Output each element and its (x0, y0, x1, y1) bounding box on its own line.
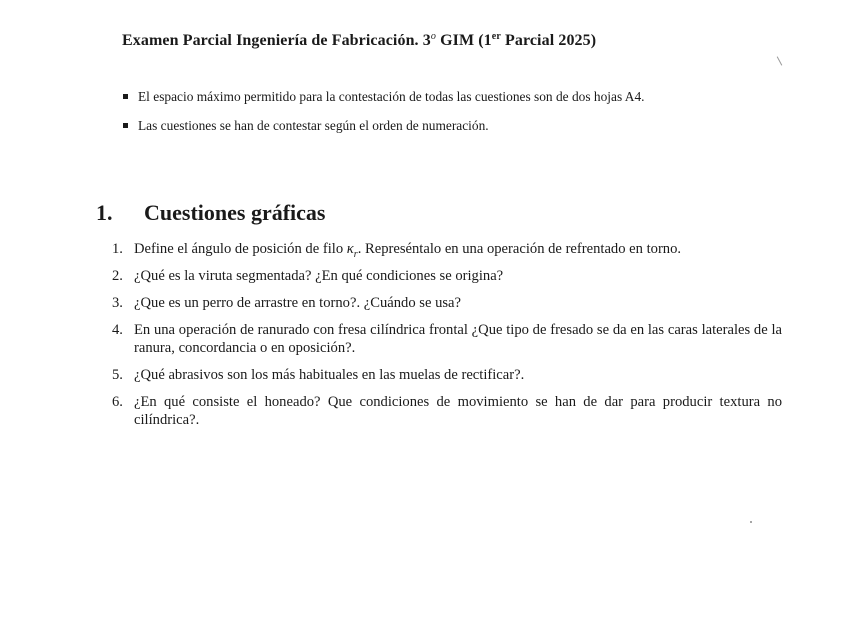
section-heading (96, 200, 325, 226)
question-text: ¿Qué abrasivos son los más habituales en las muelas de rectificar?. (134, 367, 525, 383)
kappa-subscript: r (353, 248, 358, 260)
instruction-item (122, 117, 645, 134)
question-number: 1. (112, 241, 123, 257)
question-text (134, 241, 682, 260)
title-ordinal-superscript: er (491, 31, 501, 42)
question-item (112, 393, 782, 429)
question-item (112, 321, 782, 357)
question-item (112, 267, 782, 285)
question-number: 3. (112, 295, 123, 311)
question-text: En una operación de ranurado con fresa cilíndrica frontal ¿Que tipo de fresado se da en las caras laterales de la ranura, concordancia o en oposición?. (134, 322, 782, 356)
scan-mark (777, 56, 783, 65)
question-item (112, 240, 782, 258)
instruction-text: Las cuestiones se han de contestar según el orden de numeración. (138, 118, 489, 133)
exam-title (122, 32, 596, 50)
question-number: 2. (112, 268, 123, 284)
square-bullet-icon (123, 94, 128, 99)
question-text: ¿Que es un perro de arrastre en torno?. ¿Cuándo se usa? (134, 295, 462, 311)
instruction-text: El espacio máximo permitido para la contestación de todas las cuestiones son de dos hojas A4. (138, 89, 645, 104)
title-suffix: Parcial 2025) (500, 32, 597, 49)
question-text: ¿Qué es la viruta segmentada? ¿En qué condiciones se origina? (134, 268, 504, 284)
kappa-symbol (346, 241, 358, 260)
section-number: 1. (96, 200, 113, 225)
title-middle: GIM (1 (435, 32, 492, 49)
square-bullet-icon (123, 123, 128, 128)
instructions-list (122, 88, 645, 146)
section-title: Cuestiones gráficas (144, 200, 326, 225)
question-text-after: . Represéntalo en una operación de refrentado en torno. (357, 241, 682, 257)
question-number: 6. (112, 394, 123, 410)
question-item (112, 294, 782, 312)
scan-dot (750, 521, 752, 523)
question-item (112, 366, 782, 384)
title-degree-superscript: o (430, 31, 436, 42)
question-number: 4. (112, 322, 123, 338)
kappa-letter: κ (346, 241, 354, 257)
question-text: ¿En qué consiste el honeado? Que condiciones de movimiento se han de dar para producir textura no cilíndrica?. (134, 394, 782, 428)
instruction-item (122, 88, 645, 105)
question-text-before: Define el ángulo de posición de filo (134, 241, 347, 257)
title-prefix: Examen Parcial Ingeniería de Fabricación. 3 (122, 32, 431, 49)
question-number: 5. (112, 367, 123, 383)
questions-list (112, 240, 782, 438)
